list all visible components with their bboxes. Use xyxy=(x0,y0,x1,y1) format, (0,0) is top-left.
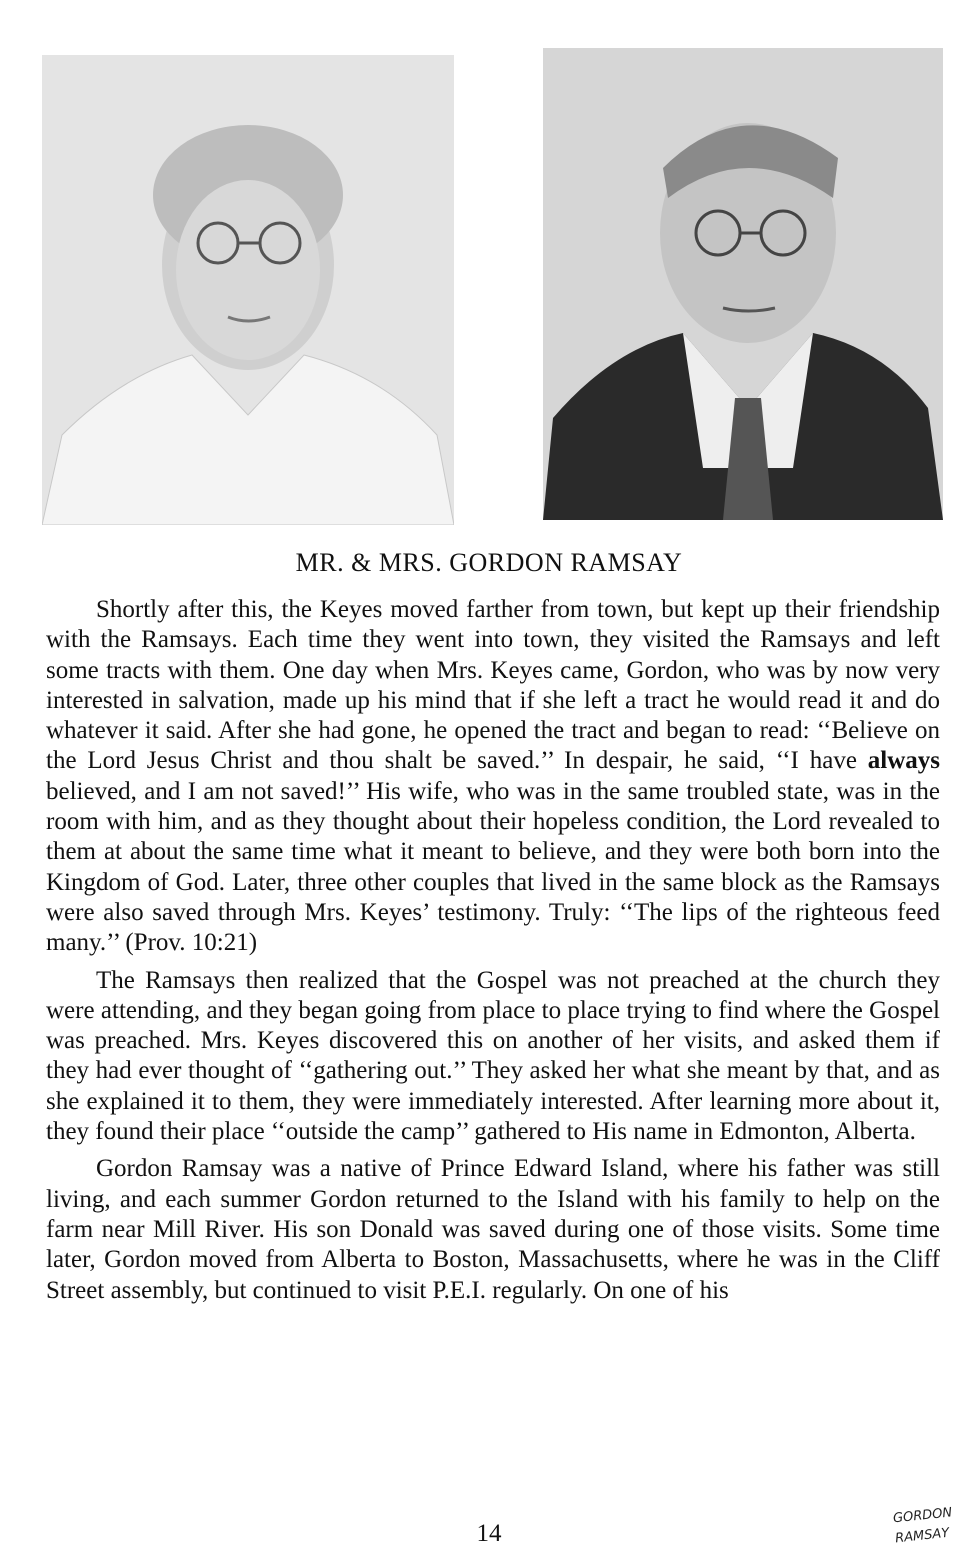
handwritten-note xyxy=(892,1501,978,1550)
article-body xyxy=(46,595,940,1313)
paragraph-3: Gordon Ramsay was a native of Prince Edward Island, where his father was still living, and each summer Gordon returned to the Island with his family to help on the farm near Mill River. His son Donald was saved during one of those visits. Some time later, Gordon moved from Alberta to Boston, Massachusetts, where he was in the Cliff Street assembly, but continued to visit P.E.I. regularly. On one of his xyxy=(46,1155,940,1304)
portrait-photo-mr-ramsay xyxy=(543,48,943,520)
handwritten-note-line-1: GORDON xyxy=(892,1505,953,1527)
handwritten-note-line-2: RAMSAY xyxy=(894,1525,950,1547)
paragraph-1-part-a: Shortly after this, the Keyes moved farther from town, but kept up their friendship with the Ramsays. Each time they went into town, they visited the Ramsays and left some tracts with them. One day when Mrs. Keyes came, Gordon, who was by now very interested in salvation, made up his mind that if she left a tract he would read it and do whatever it said. After she had gone, he opened the tract and began to read: ‘‘Believe on the Lord Jesus Christ and thou shalt be saved.’’ In despair, he said, ‘‘I have xyxy=(46,596,940,775)
portrait-photo-mrs-ramsay xyxy=(42,55,454,525)
paragraph-1 xyxy=(46,595,940,959)
portrait-man-image xyxy=(543,48,943,520)
paragraph-2: The Ramsays then realized that the Gospel was not preached at the church they were attending, and they began going from place to place trying to find where the Gospel was preached. Mrs. Keyes discovered this on another of her visits, and asked them if they had ever thought of ‘‘gathering out.’’ They asked her what she meant by that, and as she explained it to them, they were immediately interested. After learning more about it, they found their place ‘‘outside the camp’’ gathered to His name in Edmonton, Alberta. xyxy=(46,966,940,1146)
emphasis-always: always xyxy=(867,747,940,775)
portrait-woman-image xyxy=(42,55,454,525)
page-number: 14 xyxy=(476,1520,502,1547)
photo-caption: MR. & MRS. GORDON RAMSAY xyxy=(295,548,683,577)
paragraph-1-part-b: believed, and I am not saved!’’ His wife, who was in the same troubled state, was in the room with him, and as they thought about their hopeless condition, the Lord revealed to them at about the same time what it meant to believe, and they were both born into the Kingdom of God. Later, three other couples that lived in the same block as the Ramsays were also saved through Mrs. Keyes’ testimony. Truly: ‘‘The lips of the righteous feed many.’’ (Prov. 10:21) xyxy=(46,777,940,957)
